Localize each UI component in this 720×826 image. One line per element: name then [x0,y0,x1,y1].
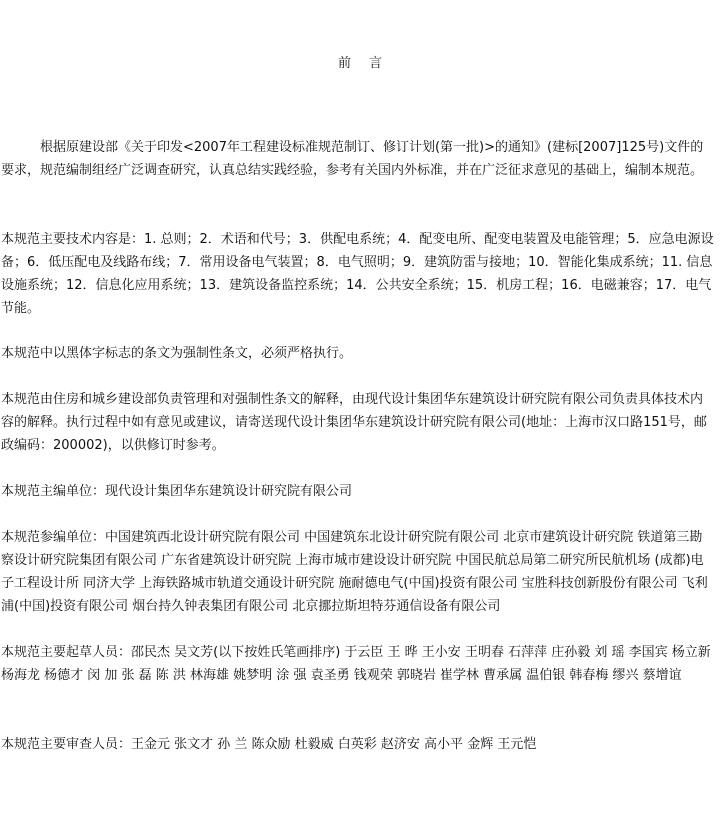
paragraph-drafters: 本规范主要起草人员：邵民杰 吴文芳(以下按姓氏笔画排序) 于云臣 王 晔 王小安 王明春 石萍萍 庄孙毅 刘 瑶 李国宾 杨立新 杨海龙 杨德才 闵 加 张 磊 陈 洪 林海雄 姚梦明 涂 强 袁圣勇 钱观荣 郭晓岩 崔学林 曹承属 温伯银 韩春梅 缪兴 蔡增谊 [1,645,711,683]
paragraph-mandatory-provisions: 本规范中以黑体字标志的条文为强制性条文，必须严格执行。 [1,346,353,361]
paragraph-basis: 根据原建设部《关于印发<2007年工程建设标准规范制订、修订计划(第一批)>的通知》(建标[2007]125号)文件的要求，规范编制组经广泛调查研究，认真总结实践经验，参考有关国内外标准，并在广泛征求意见的基础上，编制本规范。 [1,140,704,178]
page-title: 前言 [337,56,400,71]
paragraph-management: 本规范由住房和城乡建设部负责管理和对强制性条文的解释，由现代设计集团华东建筑设计研究院有限公司负责具体技术内容的解释。执行过程中如有意见或建议，请寄送现代设计集团华东建筑设计研究院有限公司(地址：上海市汉口路151号，邮政编码：200002)，以供修订时参考。 [1,392,707,453]
paragraph-chief-unit: 本规范主编单位：现代设计集团华东建筑设计研究院有限公司 [1,484,353,499]
paragraph-participating-units: 本规范参编单位：中国建筑西北设计研究院有限公司 中国建筑东北设计研究院有限公司 北京市建筑设计研究院 铁道第三勘察设计研究院集团有限公司 广东省建筑设计研究院 上海市城市建设设计研究院 中国民航总局第二研究所民航机场 (成都)电子工程设计所 同济大学 上海铁路城市轨道交通设计研究院 施耐德电气(中国)投资有限公司 宝胜科技创新股份有限公司 飞利浦(中国)投资有限公司 烟台持久钟表集团有限公司 北京挪拉斯坦特芬通信设备有限公司 [1,530,708,614]
paragraph-technical-content: 本规范主要技术内容是：1. 总则；2．术语和代号；3．供配电系统；4．配变电所、配变电装置及电能管理；5．应急电源设备；6．低压配电及线路布线；7．常用设备电气装置；8．电气照明；9．建筑防雷与接地；10．智能化集成系统；11. 信息设施系统；12．信息化应用系统；13．建筑设备监控系统；14．公共安全系统；15．机房工程；16．电磁兼容；17．电气节能。 [1,232,714,316]
paragraph-reviewers: 本规范主要审查人员：王金元 张文才 孙 兰 陈众励 杜毅威 白英彩 赵济安 高小平 金辉 王元恺 [1,737,537,752]
